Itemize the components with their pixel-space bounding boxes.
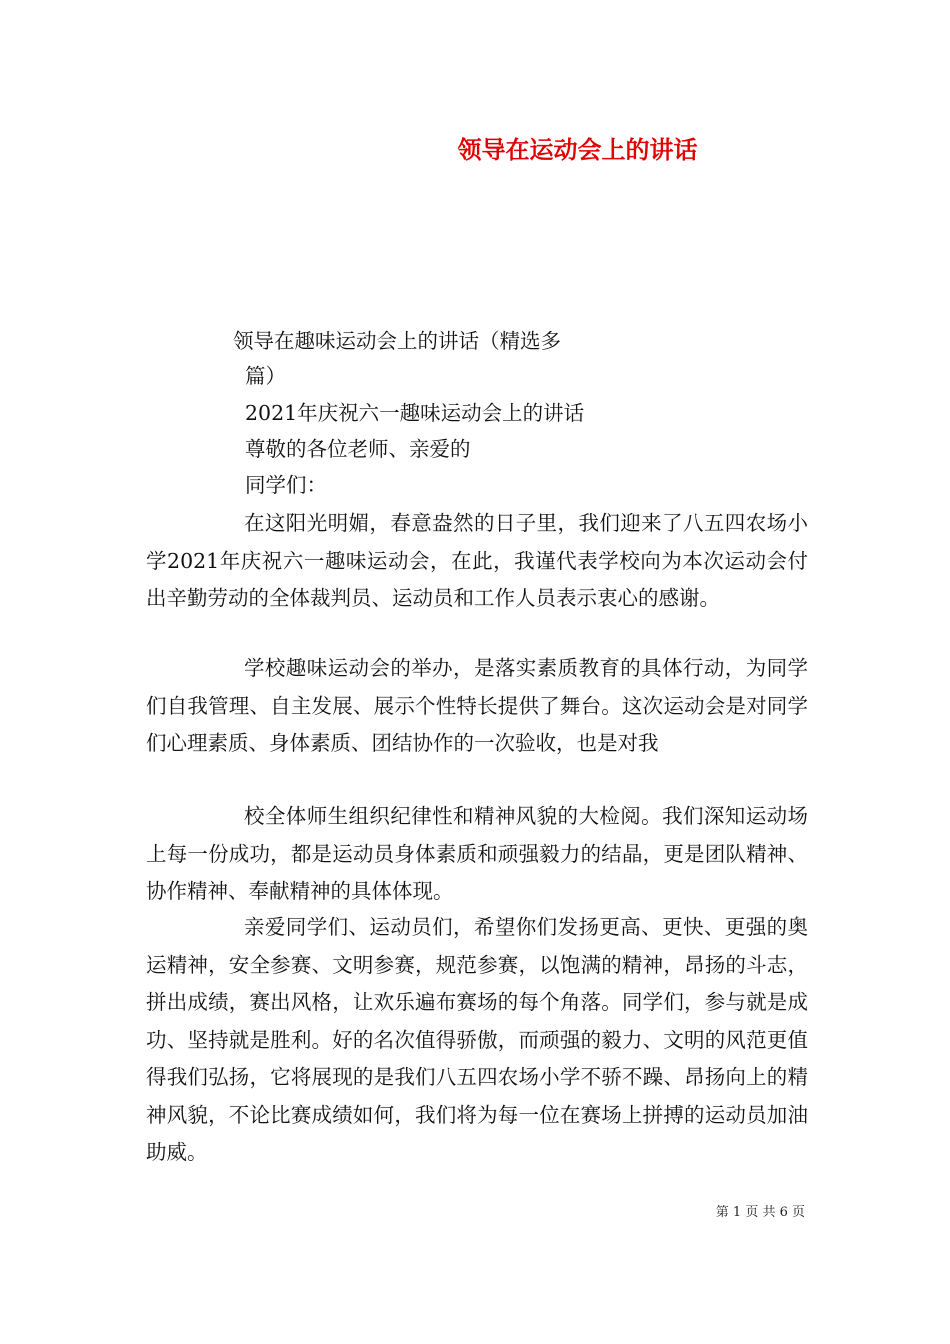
speech-heading: 2021年庆祝六一趣味运动会上的讲话 — [245, 401, 585, 425]
greeting-line-2: 同学们： — [245, 473, 327, 497]
subtitle-line-1: 领导在趣味运动会上的讲话（精选多 — [233, 329, 561, 353]
body-paragraph-4: 亲爱同学们、运动员们，希望你们发扬更高、更快、更强的奥运精神，安全参赛、文明参赛，规范参赛，以饱满的精神，昂扬的斗志，拼出成绩，赛出风格，让欢乐遍布赛场的每个角落。同学们，参与就是成功、坚持就是胜利。好的名次值得骄傲，而顽强的毅力、文明的风范更值得我们弘扬，它将展现的是我们八五四农场小学不骄不躁、昂扬向上的精神风貌，不论比赛成绩如何，我们将为每一位在赛场上拼搏的运动员加油助威。 — [146, 915, 808, 1164]
body-paragraph-3: 校全体师生组织纪律性和精神风貌的大检阅。我们深知运动场上每一份成功，都是运动员身体素质和顽强毅力的结晶，更是团队精神、协作精神、奉献精神的具体体现。 — [146, 804, 808, 903]
document-title: 领导在运动会上的讲话 — [457, 136, 698, 164]
greeting-line-1: 尊敬的各位老师、亲爱的 — [245, 437, 471, 461]
subtitle-line-2: 篇） — [245, 364, 286, 388]
body-paragraph-1: 在这阳光明媚，春意盎然的日子里，我们迎来了八五四农场小学2021年庆祝六一趣味运动会，在此，我谨代表学校向为本次运动会付出辛勤劳动的全体裁判员、运动员和工作人员表示衷心的感谢。 — [146, 511, 808, 610]
page-number-footer: 第 1 页 共 6 页 — [715, 1205, 805, 1220]
body-paragraph-2: 学校趣味运动会的举办，是落实素质教育的具体行动，为同学们自我管理、自主发展、展示个性特长提供了舞台。这次运动会是对同学们心理素质、身体素质、团结协作的一次验收，也是对我 — [146, 656, 808, 755]
